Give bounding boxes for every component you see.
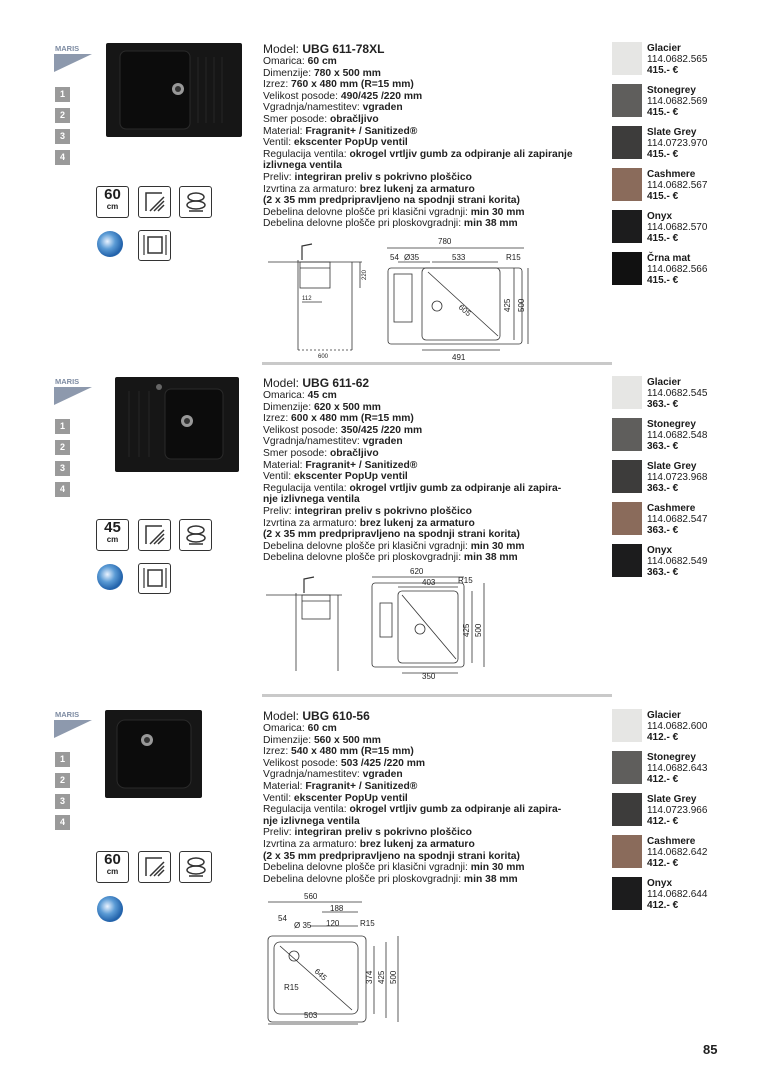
color-name: Slate Grey — [647, 127, 697, 138]
price: 415.- € — [647, 275, 679, 286]
sanitized-seal-icon — [97, 896, 123, 922]
price: 363.- € — [647, 567, 679, 578]
spec-line: Ventil: ekscenter PopUp ventil — [263, 792, 408, 804]
cabinet-size-unit: cm — [106, 202, 119, 211]
dim-h374: 374 — [365, 970, 374, 984]
spec-list — [263, 376, 603, 564]
color-option — [647, 710, 707, 743]
model-name: UBG 611-78XL — [302, 42, 385, 56]
number-badge: 2 — [55, 773, 70, 788]
cabinet-size-unit: cm — [106, 535, 119, 544]
model-prefix: Model: — [263, 376, 300, 390]
article-code: 114.0682.644 — [647, 889, 708, 900]
dim-bottom: 503 — [304, 1011, 318, 1020]
spec-line: Regulacija ventila: okrogel vrtljiv gumb za odpiranje ali zapira- — [263, 482, 562, 494]
color-name: Cashmere — [647, 169, 696, 180]
spec-line: Izrez: 600 x 480 mm (R=15 mm) — [263, 413, 414, 425]
spec-line: Dimenzije: 780 x 500 mm — [263, 67, 381, 79]
drain-icon — [179, 519, 212, 551]
article-code: 114.0682.567 — [647, 180, 708, 191]
number-badge: 4 — [55, 815, 70, 830]
overflow-icon — [138, 519, 171, 551]
dim-side-b: 600 — [318, 354, 329, 360]
price: 415.- € — [647, 107, 679, 118]
article-code: 114.0682.549 — [647, 556, 708, 567]
model-name: UBG 611-62 — [302, 376, 370, 390]
dim-h500: 500 — [389, 970, 398, 984]
price: 363.- € — [647, 399, 679, 410]
brand-flag-icon — [54, 387, 92, 405]
color-name: Slate Grey — [647, 461, 697, 472]
color-swatch — [612, 210, 642, 243]
dim-total: 560 — [304, 892, 318, 901]
color-name: Slate Grey — [647, 794, 697, 805]
cabinet-size-icon — [96, 851, 129, 883]
color-option — [647, 545, 707, 578]
color-swatch — [612, 126, 642, 159]
model-prefix: Model: — [263, 709, 300, 723]
brand-flag-icon — [54, 54, 92, 72]
article-code: 114.0682.643 — [647, 763, 708, 774]
number-badge: 1 — [55, 752, 70, 767]
color-name: Stonegrey — [647, 419, 696, 430]
dim-radius: R15 — [506, 253, 521, 262]
color-option — [647, 253, 707, 286]
spec-line: (2 x 35 mm predpripravljeno na spodnji strani korita) — [263, 195, 520, 207]
spec-line: Velikost posode: 490/425 /220 mm — [263, 90, 423, 102]
article-code: 114.0682.547 — [647, 514, 708, 525]
color-option — [647, 85, 707, 118]
spec-line: Izvrtina za armaturo: brez lukenj za armaturo — [263, 517, 475, 529]
dim-54: 54 — [278, 914, 287, 923]
color-swatch — [612, 709, 642, 742]
number-badge: 3 — [55, 794, 70, 809]
dim-hole: Ø35 — [404, 253, 420, 262]
page-number: 85 — [703, 1042, 718, 1057]
sanitized-seal-icon — [97, 564, 123, 590]
color-swatch — [612, 42, 642, 75]
spec-line: Izrez: 760 x 480 mm (R=15 mm) — [263, 79, 414, 91]
sink-photo — [106, 43, 242, 137]
dim-120: 120 — [326, 919, 340, 928]
spec-line: (2 x 35 mm predpripravljeno na spodnji strani korita) — [263, 850, 520, 862]
dim-hole: Ø 35 — [294, 921, 312, 930]
color-swatch — [612, 252, 642, 285]
color-name: Onyx — [647, 878, 673, 889]
price: 412.- € — [647, 900, 679, 911]
article-code: 114.0682.569 — [647, 96, 708, 107]
dim-h500: 500 — [474, 623, 483, 637]
color-swatch — [612, 418, 642, 451]
color-swatch — [612, 835, 642, 868]
spec-list — [263, 709, 603, 885]
section-divider — [262, 362, 612, 365]
color-swatch — [612, 460, 642, 493]
spec-line: Dimenzije: 560 x 500 mm — [263, 734, 381, 746]
price: 363.- € — [647, 525, 679, 536]
spec-line: Debelina delovne plošče pri ploskovgradnji: min 38 mm — [263, 552, 518, 564]
technical-drawing — [262, 565, 512, 683]
model-prefix: Model: — [263, 42, 300, 56]
spec-line: Debelina delovne plošče pri ploskovgradnji: min 38 mm — [263, 218, 518, 230]
color-option — [647, 794, 707, 827]
spec-line: Vgradnja/namestitev: vgraden — [263, 102, 403, 114]
spec-line: Material: Fragranit+ / Sanitized® — [263, 459, 418, 471]
dim-h425: 425 — [503, 298, 512, 312]
price: 363.- € — [647, 441, 679, 452]
cabinet-size-value: 60 — [104, 186, 121, 203]
article-code: 114.0682.570 — [647, 222, 708, 233]
color-name: Glacier — [647, 377, 681, 388]
spec-line: Preliv: integriran preliv s pokrivno ploščico — [263, 827, 472, 839]
color-name: Cashmere — [647, 836, 696, 847]
spec-line: Dimenzije: 620 x 500 mm — [263, 401, 381, 413]
spec-line: Ventil: ekscenter PopUp ventil — [263, 137, 408, 149]
spec-line: Debelina delovne plošče pri ploskovgradnji: min 38 mm — [263, 873, 518, 885]
color-swatch — [612, 877, 642, 910]
spec-line: Izrez: 540 x 480 mm (R=15 mm) — [263, 746, 414, 758]
spec-line: Izvrtina za armaturo: brez lukenj za armaturo — [263, 183, 475, 195]
price: 412.- € — [647, 816, 679, 827]
price: 412.- € — [647, 732, 679, 743]
spec-list — [263, 42, 603, 230]
color-swatch — [612, 502, 642, 535]
spec-line: Izvrtina za armaturo: brez lukenj za armaturo — [263, 838, 475, 850]
number-badge: 2 — [55, 440, 70, 455]
spec-line: Smer posode: obračljivo — [263, 447, 379, 459]
article-code: 114.0682.545 — [647, 388, 708, 399]
spec-line: Omarica: 45 cm — [263, 390, 337, 401]
color-option — [647, 461, 707, 494]
spec-line: Debelina delovne plošče pri klasični vgradnji: min 30 mm — [263, 862, 525, 874]
dim-total: 780 — [438, 237, 452, 246]
sink-photo — [105, 710, 202, 798]
color-option — [647, 377, 707, 410]
article-code: 114.0723.966 — [647, 805, 708, 816]
color-name: Cashmere — [647, 503, 696, 514]
color-option — [647, 127, 707, 160]
dim-side-h: 220 — [362, 269, 368, 280]
dim-h500: 500 — [517, 298, 526, 312]
number-badge: 1 — [55, 87, 70, 102]
dim-radius: R15 — [360, 919, 375, 928]
overflow-icon — [138, 186, 171, 218]
reversible-bowl-icon — [138, 563, 171, 594]
spec-line: (2 x 35 mm predpripravljeno na spodnji strani korita) — [263, 529, 520, 541]
spec-line: Omarica: 60 cm — [263, 56, 337, 67]
color-swatch — [612, 168, 642, 201]
number-badge: 2 — [55, 108, 70, 123]
price: 415.- € — [647, 233, 679, 244]
sink-image-icon — [105, 710, 202, 798]
color-name: Onyx — [647, 545, 673, 556]
color-name: Glacier — [647, 43, 681, 54]
price: 412.- € — [647, 774, 679, 785]
brand-flag-icon — [54, 720, 92, 738]
sink-image-icon — [115, 377, 239, 472]
spec-line: nje izlivnega ventila — [263, 494, 360, 506]
overflow-icon — [138, 851, 171, 883]
technical-drawing — [262, 232, 542, 360]
dim-diag: 645 — [312, 966, 329, 983]
article-code: 114.0682.565 — [647, 54, 708, 65]
spec-line: Regulacija ventila: okrogel vrtljiv gumb za odpiranje ali zapira- — [263, 804, 562, 816]
number-badge: 1 — [55, 419, 70, 434]
spec-line: Vgradnja/namestitev: vgraden — [263, 436, 403, 448]
article-code: 114.0682.548 — [647, 430, 708, 441]
price: 415.- € — [647, 149, 679, 160]
color-swatch — [612, 376, 642, 409]
color-swatch — [612, 84, 642, 117]
cabinet-size-value: 60 — [104, 851, 121, 868]
color-name: Onyx — [647, 211, 673, 222]
model-name: UBG 610-56 — [302, 709, 370, 723]
reversible-bowl-icon — [138, 230, 171, 261]
dim-bottom: 350 — [422, 672, 436, 681]
dim-side-w: 112 — [302, 296, 312, 302]
dim-h425: 425 — [377, 970, 386, 984]
cabinet-size-value: 45 — [104, 519, 121, 536]
cabinet-size-unit: cm — [106, 867, 119, 876]
spec-line: Vgradnja/namestitev: vgraden — [263, 769, 403, 781]
spec-line: Omarica: 60 cm — [263, 723, 337, 734]
spec-line: Debelina delovne plošče pri klasični vgradnji: min 30 mm — [263, 206, 525, 218]
spec-line: nje izlivnega ventila — [263, 815, 360, 827]
technical-drawing — [262, 890, 412, 1028]
brand-label: MARIS — [55, 44, 80, 53]
spec-line: Debelina delovne plošče pri klasični vgradnji: min 30 mm — [263, 540, 525, 552]
dim-bowl: 533 — [452, 253, 466, 262]
spec-line: Velikost posode: 350/425 /220 mm — [263, 424, 423, 436]
article-code: 114.0682.642 — [647, 847, 708, 858]
article-code: 114.0682.566 — [647, 264, 708, 275]
color-name: Glacier — [647, 710, 681, 721]
number-badge: 4 — [55, 150, 70, 165]
spec-line: Velikost posode: 503 /425 /220 mm — [263, 757, 426, 769]
spec-line: izlivnega ventila — [263, 160, 342, 172]
spec-line: Ventil: ekscenter PopUp ventil — [263, 471, 408, 483]
article-code: 114.0682.600 — [647, 721, 708, 732]
color-option — [647, 419, 707, 452]
number-badge: 3 — [55, 129, 70, 144]
brand-label: MARIS — [55, 377, 80, 386]
color-name: Črna mat — [647, 253, 691, 264]
color-option — [647, 752, 707, 785]
price: 412.- € — [647, 858, 679, 869]
color-swatch — [612, 751, 642, 784]
article-code: 114.0723.970 — [647, 138, 708, 149]
sanitized-seal-icon — [97, 231, 123, 257]
sink-photo — [115, 377, 239, 472]
color-option — [647, 43, 707, 76]
dim-radius: R15 — [458, 576, 473, 585]
brand-label: MARIS — [55, 710, 80, 719]
color-option — [647, 836, 707, 869]
dim-h425: 425 — [462, 623, 471, 637]
dim-bowl: 403 — [422, 578, 436, 587]
dim-54: 54 — [390, 253, 399, 262]
spec-line: Regulacija ventila: okrogel vrtljiv gumb za odpiranje ali zapiranje — [263, 148, 573, 160]
number-badge: 4 — [55, 482, 70, 497]
spec-line: Preliv: integriran preliv s pokrivno ploščico — [263, 505, 472, 517]
cabinet-size-icon — [96, 186, 129, 218]
dim-bottom: 491 — [452, 353, 466, 360]
color-option — [647, 503, 707, 536]
color-option — [647, 211, 707, 244]
dim-radius-2: R15 — [284, 983, 299, 992]
color-option — [647, 169, 707, 202]
spec-line: Smer posode: obračljivo — [263, 113, 379, 125]
section-divider — [262, 694, 612, 697]
color-swatch — [612, 793, 642, 826]
price: 363.- € — [647, 483, 679, 494]
color-swatch — [612, 544, 642, 577]
cabinet-size-icon — [96, 519, 129, 551]
dim-total: 620 — [410, 567, 424, 576]
drain-icon — [179, 851, 212, 883]
color-option — [647, 878, 707, 911]
drain-icon — [179, 186, 212, 218]
dim-188: 188 — [330, 904, 344, 913]
sink-image-icon — [106, 43, 242, 137]
spec-line: Preliv: integriran preliv s pokrivno ploščico — [263, 171, 472, 183]
article-code: 114.0723.968 — [647, 472, 708, 483]
spec-line: Material: Fragranit+ / Sanitized® — [263, 780, 418, 792]
color-name: Stonegrey — [647, 752, 696, 763]
number-badge: 3 — [55, 461, 70, 476]
color-name: Stonegrey — [647, 85, 696, 96]
price: 415.- € — [647, 65, 679, 76]
spec-line: Material: Fragranit+ / Sanitized® — [263, 125, 418, 137]
price: 415.- € — [647, 191, 679, 202]
dim-diag: 605 — [456, 302, 473, 319]
